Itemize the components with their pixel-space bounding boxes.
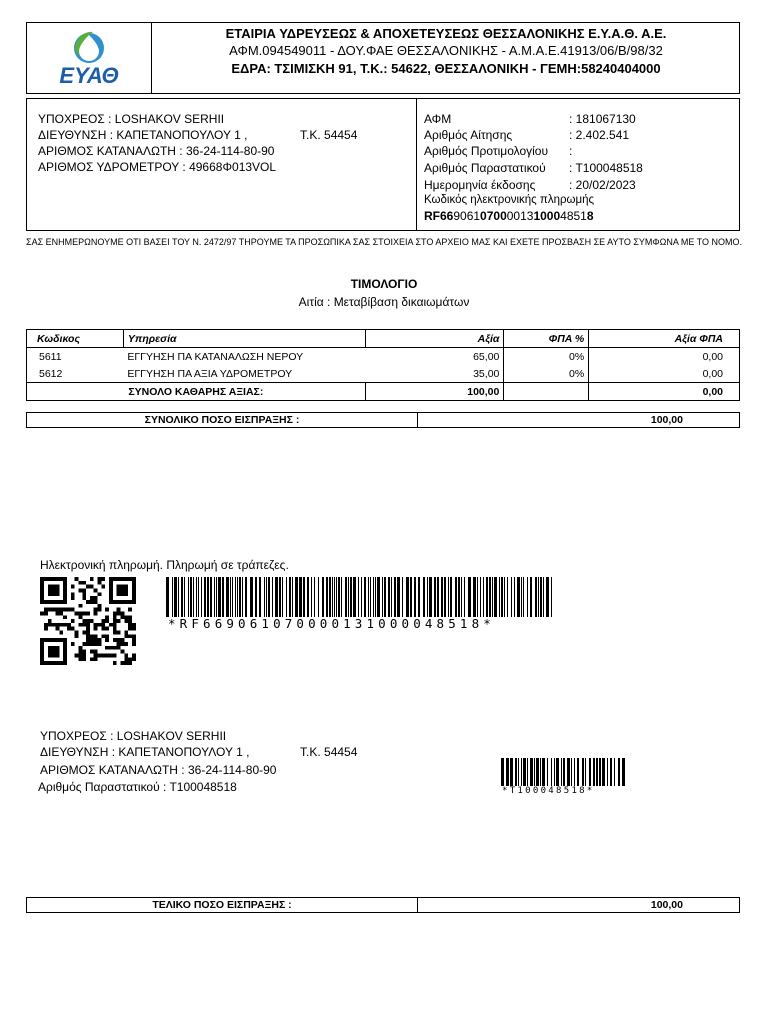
- net-total-row: [27, 383, 740, 401]
- e-payment-label: Κωδικός ηλεκτρονικής πληρωμής: [424, 194, 595, 206]
- info-label-document: Αριθμός Παραστατικού: [424, 161, 546, 175]
- header-value: Αξία: [365, 330, 504, 348]
- info-value-afm: : 181067130: [569, 112, 636, 126]
- row-value: 65,00: [365, 348, 504, 366]
- table-row: [27, 348, 740, 366]
- payment-barcode-icon: [166, 577, 556, 619]
- qr-code-icon: [40, 577, 136, 665]
- privacy-notice: ΣΑΣ ΕΝΗΜΕΡΩΝΟΥΜΕ ΟΤΙ ΒΑΣΕΙ ΤΟΥ Ν. 2472/97 ΤΗΡΟΥΜΕ ΤΑ ΠΡΟΣΩΠΙΚΑ ΣΑΣ ΣΤΟΙΧΕΙΑ ΣΤΟ ΑΡΧΕΙΟ ΜΑΣ ΚΑΙ ΕΧΕΤΕ ΠΡΟΣΒΑΣΗ ΣΕ ΑΥΤΟ ΣΥΜΦΩΝΑ ΜΕ ΤΟ ΝΟΜΟ.: [26, 237, 743, 247]
- header-vat-pct: ΦΠΑ %: [504, 330, 589, 348]
- invoice-reason: Αιτία : Μεταβίβαση δικαιωμάτων: [298, 295, 470, 309]
- row-service: ΕΓΓΥΗΣΗ ΠΑ ΑΞΙΑ ΥΔΡΟΜΕΤΡΟΥ: [127, 367, 293, 380]
- logo-cell: [27, 23, 152, 93]
- stub-consumer-no: ΑΡΙΘΜΟΣ ΚΑΤΑΝΑΛΩΤΗ : 36-24-114-80-90: [40, 763, 277, 777]
- logo-text: ΕΥΑΘ: [59, 63, 119, 88]
- row-code: 5611: [27, 348, 124, 366]
- header-code: Κωδικος: [27, 330, 124, 348]
- company-name: ΕΤΑΙΡΙΑ ΥΔΡΕΥΣΕΩΣ & ΑΠΟΧΕΤΕΥΣΕΩΣ ΘΕΣΣΑΛΟΝΙΚΗΣ Ε.Υ.Α.Θ. Α.Ε.: [225, 26, 667, 41]
- info-label-proforma: Αριθμός Προτιμολογίου: [424, 144, 549, 158]
- final-total-row: [26, 897, 740, 913]
- stub-barcode-text: *T100048518*: [502, 786, 595, 796]
- total-collection-row: [26, 412, 740, 428]
- row-value: 35,00: [365, 365, 504, 383]
- payment-note: Ηλεκτρονική πληρωμή. Πληρωμή σε τράπεζες.: [40, 558, 289, 572]
- row-service: ΕΓΓΥΗΣΗ ΠΑ ΚΑΤΑΝΑΛΩΣΗ ΝΕΡΟΥ: [127, 350, 304, 363]
- row-vat-pct: 0%: [504, 365, 589, 383]
- customer-consumer-no: ΑΡΙΘΜΟΣ ΚΑΤΑΝΑΛΩΤΗ : 36-24-114-80-90: [38, 144, 275, 158]
- row-vat-value: 0,00: [589, 365, 740, 383]
- invoice-title: ΤΙΜΟΛΟΓΙΟ: [350, 277, 418, 291]
- company-header: [26, 22, 740, 94]
- payment-barcode-text: *RF669061070000131000048518*: [168, 616, 495, 631]
- info-label-issue-date: Ημερομηνία έκδοσης: [424, 178, 536, 192]
- total-collection-label: ΣΥΝΟΛΙΚΟ ΠΟΣΟ ΕΙΣΠΡΑΞΗΣ :: [144, 414, 300, 426]
- e-payment-code: RF66906107000013100048518: [424, 209, 594, 223]
- customer-postal: Τ.Κ. 54454: [300, 128, 358, 142]
- services-header-row: [27, 330, 740, 348]
- customer-info-box: [26, 98, 740, 231]
- company-tax-line: ΑΦΜ.094549011 - ΔΟΥ.ΦΑΕ ΘΕΣΣΑΛΟΝΙΚΗΣ - Α.Μ.Α.Ε.41913/06/Β/98/32: [229, 43, 663, 58]
- final-total-label: ΤΕΛΙΚΟ ΠΟΣΟ ΕΙΣΠΡΑΞΗΣ :: [152, 899, 292, 911]
- stub-address: ΔΙΕΥΘΥΝΣΗ : ΚΑΠΕΤΑΝΟΠΟΥΛΟΥ 1 ,: [40, 745, 250, 759]
- info-value-document: : Τ100048518: [569, 161, 643, 175]
- total-collection-value: 100,00: [650, 414, 683, 426]
- net-total-label: ΣΥΝΟΛΟ ΚΑΘΑΡΗΣ ΑΞΙΑΣ:: [27, 383, 366, 401]
- info-label-afm: ΑΦΜ: [424, 112, 452, 126]
- row-vat-value: 0,00: [589, 348, 740, 366]
- customer-address: ΔΙΕΥΘΥΝΣΗ : ΚΑΠΕΤΑΝΟΠΟΥΛΟΥ 1 ,: [38, 128, 248, 142]
- net-total-value: 100,00: [365, 383, 504, 401]
- info-value-issue-date: : 20/02/2023: [569, 178, 636, 192]
- eyath-logo-icon: [27, 23, 151, 93]
- services-table: [26, 329, 740, 401]
- customer-obligor: ΥΠΟΧΡΕΟΣ : LOSHAKOV SERHII: [38, 112, 225, 126]
- row-vat-pct: 0%: [504, 348, 589, 366]
- final-total-value: 100,00: [650, 899, 683, 911]
- info-value-proforma: :: [569, 144, 573, 158]
- stub-doc-no: Αριθμός Παραστατικού : Τ100048518: [38, 780, 237, 794]
- header-service: Υπηρεσία: [123, 330, 365, 348]
- customer-meter-no: ΑΡΙΘΜΟΣ ΥΔΡΟΜΕΤΡΟΥ : 49668Φ013VOL: [38, 160, 277, 174]
- info-label-application: Αριθμός Αίτησης: [424, 128, 513, 142]
- company-address-line: ΕΔΡΑ: ΤΣΙΜΙΣΚΗ 91, Τ.Κ.: 54622, ΘΕΣΣΑΛΟΝΙΚΗ - ΓΕΜΗ:58240404000: [231, 61, 661, 76]
- net-total-vat: 0,00: [589, 383, 740, 401]
- stub-obligor: ΥΠΟΧΡΕΟΣ : LOSHAKOV SERHII: [40, 729, 227, 743]
- stub-barcode-icon: [501, 758, 625, 788]
- table-row: [27, 365, 740, 383]
- row-code: 5612: [27, 365, 124, 383]
- info-value-application: : 2.402.541: [569, 128, 630, 142]
- header-vat-value: Αξία ΦΠΑ: [589, 330, 740, 348]
- stub-postal: Τ.Κ. 54454: [300, 745, 358, 759]
